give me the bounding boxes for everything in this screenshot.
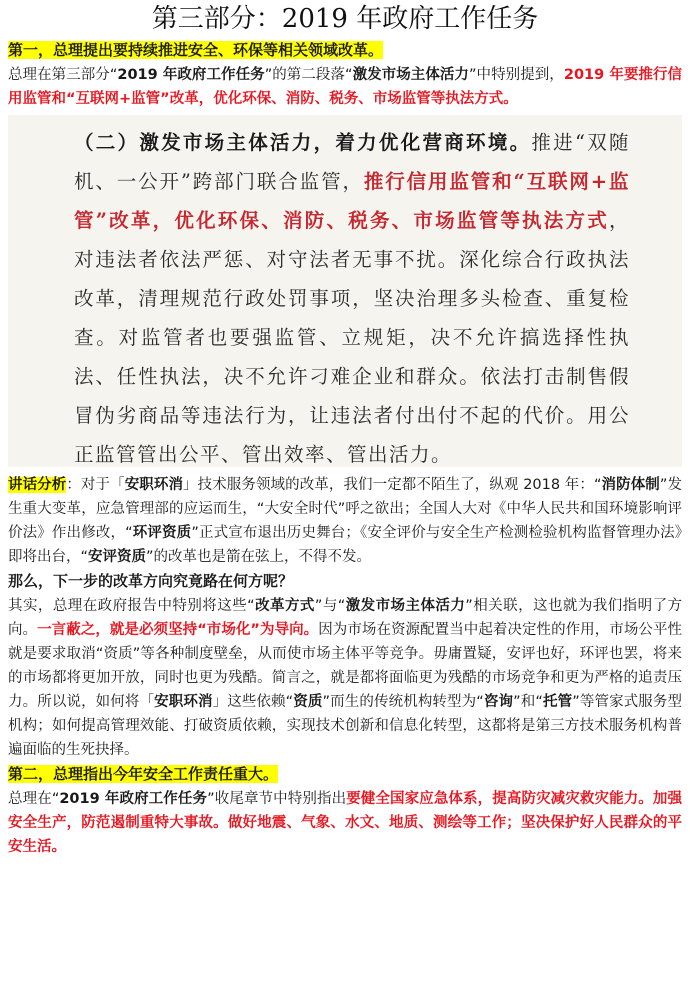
scanned-report-excerpt [8,115,682,467]
answer-a15: ”等管家式服务型机构；如何提高管理效能、打破资质依赖，实现技术创新和信息化转型，这都将是第三方技术服务机构普遍面临的生死抉择。 [8,694,683,758]
answer-a4: 激发市场主体活力 [345,598,466,614]
analysis-s6: 环评资质 [132,525,192,541]
section2-heading-text: 第二，总理指出今年安全工作责任重大。 [8,765,279,783]
answer-paragraph [8,594,682,762]
section2-heading [8,762,682,787]
answer-a13: ”和“ [513,694,543,710]
section1-heading [8,38,682,63]
answer-a1: 其实，总理在政府报告中特别将这些“ [8,598,255,614]
answer-a14: 托管 [542,694,573,710]
analysis-s7: ”正式宣布退出历史舞台；《安全评价与安全生产检测检验机构监督管理办法》即将出台，“ [8,525,683,565]
question-heading: 那么，下一步的改革方向究竟路在何方呢？ [8,572,294,590]
intro-text-a: 总理在第三部分“ [8,67,118,83]
scan-text-1: 推进“双随机、一公开”跨部门联合监管， [74,131,630,193]
analysis-s1: ：对于「 [66,477,125,493]
answer-a3: ”与“ [314,598,346,614]
answer-a12: 咨询 [483,694,514,710]
section2-p4-red: 要健全国家应急体系，提高防灾减灾救灾能力。加强安全生产，防范遏制重特大事故。做好地震、气象、水文、地质、测绘等工作；坚决保护好人民群众的平安生活。 [8,791,683,855]
section1-intro [8,63,682,111]
analysis-s3: 」技术服务领域的改革，我们一定都不陌生了，纵观 2018 年：“ [183,477,602,493]
answer-a5: ”相关联，这也就为我们指明了方向。 [8,598,683,638]
section2-p1: 总理在“ [8,791,60,807]
section2-p3: ”收尾章节中特别指出 [207,791,347,807]
scan-text-2: ，对违法者依法严惩、对守法者无事不扰。深化综合行政执法改革，清理规范行政处罚事项，坚决治理多头检查、重复检查。对监管者也要强监管、立规矩，决不允许搞选择性执法、任性执法，决不允许刁难企业和群众。依法打击制售假冒伪劣商品等违法行为，让违法者付出付不起的代价。用公正监管管出公平、管出效率、管出活力。 [74,209,630,466]
intro-text-e: ”中特别提到， [468,67,564,83]
analysis-s2: 安职环消 [124,477,184,493]
section1-heading-text: 第一，总理提出要持续推进安全、环保等相关领域改革。 [8,41,384,59]
analysis-label: 讲话分析 [8,477,67,493]
section2-paragraph [8,787,682,859]
answer-a9: 」这些依赖“ [212,694,294,710]
analysis-s8: 安评资质 [88,549,147,565]
intro-text-c: ”的第二段落“ [264,67,353,83]
scan-heading: （二）激发市场主体活力，着力优化营商环境。 [74,131,532,154]
intro-bold-b: 2019 年政府工作任务 [117,67,265,83]
analysis-s4: 消防体制 [601,477,660,493]
scan-red-text: 推行信用监管和“互联网+监管”改革，优化环保、消防、税务、市场监管等执法方式 [74,170,630,232]
answer-a11: ”而生的传统机构转型为“ [322,694,484,710]
analysis-s9: ”的改革也是箭在弦上，不得不发。 [146,549,372,565]
page-title: 第三部分：2019 年政府工作任务 [151,4,539,34]
intro-red-f: 2019 年要推行信用监管和“互联网+监管”改革，优化环保、消防、税务、市场监管等执法方式。 [8,67,683,107]
section2-p2: 2019 年政府工作任务 [59,791,208,807]
answer-a2: 改革方式 [254,598,315,614]
scan-paragraph [74,123,630,474]
analysis-s5: ”发生重大变革，应急管理部的应运而生，“大安全时代”呼之欲出；全国人大对《中华人民共和国环境影响评价法》作出修改，“ [8,477,683,541]
answer-a6-red: 一言蔽之，就是必须坚持“市场化”为导向。 [37,622,319,638]
answer-a10: 资质 [293,694,323,710]
answer-a7: 因为市场在资源配置当中起着决定性的作用，市场公平性就是要求取消“资质”等各种制度壁垒，从而使市场主体平等竞争。毋庸置疑，安评也好，环评也罢，将来的市场都将更加开放，同时也更为残酷。简言之，就是都将面临更为残酷的市场竞争和更为严格的追责压力。所以说，如何将「 [8,622,683,710]
answer-a8: 安职环消 [154,694,213,710]
intro-bold-d: 激发市场主体活力 [352,67,469,83]
analysis-paragraph [8,473,682,569]
